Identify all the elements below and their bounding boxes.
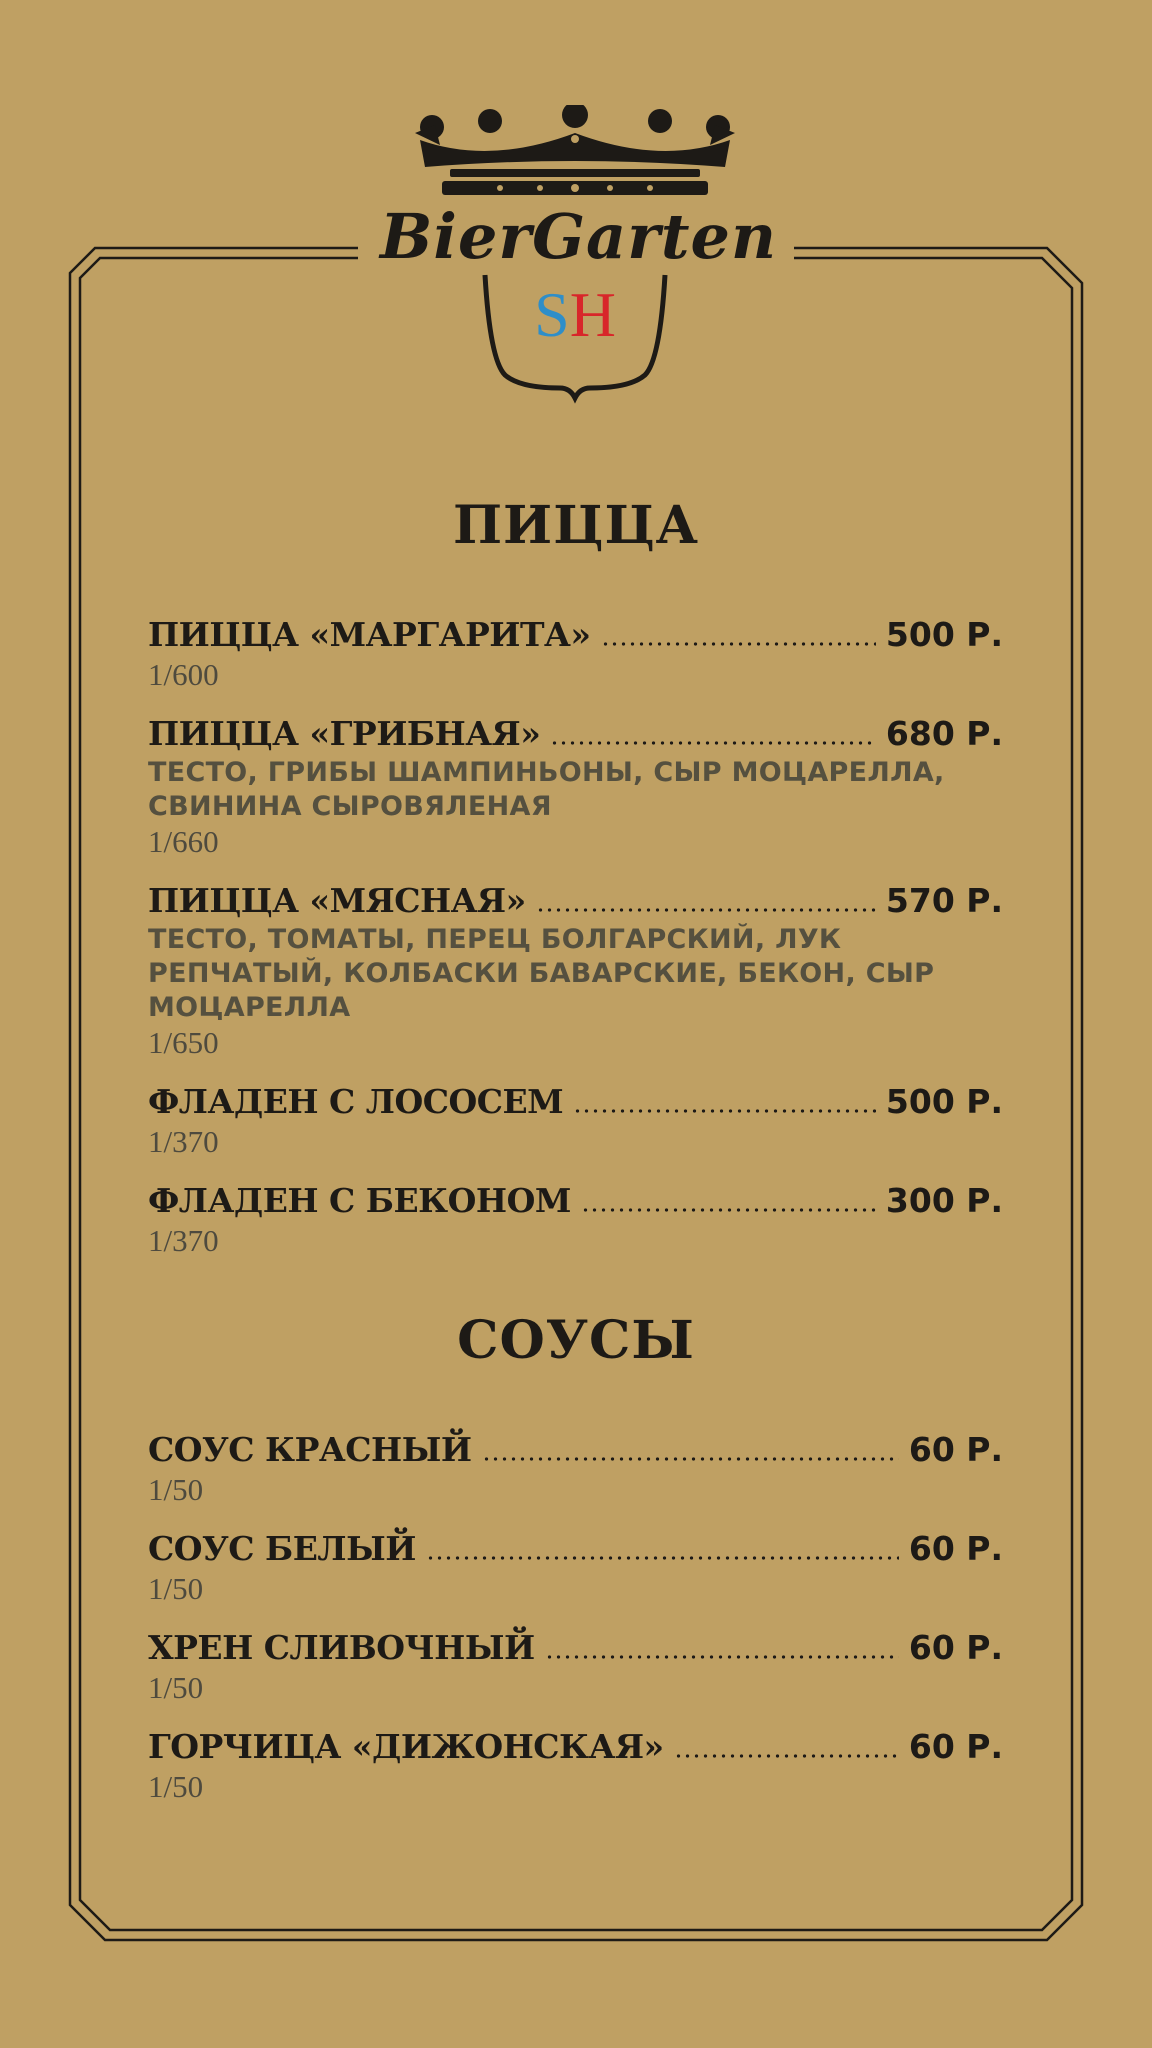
dot-leader [482,1457,899,1461]
menu-list-pizza [148,612,1003,1277]
menu-item-name: ГОРЧИЦА «ДИЖОНСКАЯ» [148,1727,664,1766]
menu-item [148,711,1003,860]
menu-item-row [148,1178,1003,1223]
menu-item-name: СОУС БЕЛЫЙ [148,1529,416,1568]
menu-item-row [148,1724,1003,1769]
menu-item-price: 500 Р. [885,615,1003,654]
dot-leader [581,1208,876,1212]
dot-leader [573,1109,876,1113]
menu-item-weight: 1/50 [148,1769,204,1804]
dot-leader [545,1655,899,1659]
menu-item-weight: 1/370 [148,1124,219,1159]
menu-item-name: ПИЦЦА «МАРГАРИТА» [148,615,591,654]
menu-item-description: ТЕСТО, ТОМАТЫ, ПЕРЕЦ БОЛГАРСКИЙ, ЛУК РЕПЧАТЫЙ, КОЛБАСКИ БАВАРСКИЕ, БЕКОН, СЫР МОЦАРЕЛЛА [148,924,935,1023]
menu-item-weight: 1/600 [148,657,219,692]
menu-item [148,878,1003,1061]
menu-item-row [148,612,1003,657]
menu-item-weight: 1/650 [148,1025,219,1060]
menu-item-name: ХРЕН СЛИВОЧНЫЙ [148,1628,535,1667]
dot-leader [536,908,876,912]
menu-item [148,1079,1003,1160]
dot-leader [674,1754,899,1758]
menu-item-row [148,1625,1003,1670]
logo-letter-h: H [569,279,616,350]
menu-item-row [148,711,1003,756]
menu-item-price: 60 Р. [908,1529,1003,1568]
menu-item-price: 680 Р. [885,714,1003,753]
menu-item [148,1427,1003,1508]
crown-icon [380,105,770,200]
menu-item-name: ФЛАДЕН С БЕКОНОМ [148,1181,571,1220]
logo-wordmark: BierGarten [380,200,778,273]
menu-item-price: 500 Р. [885,1082,1003,1121]
menu-item-row [148,1079,1003,1124]
menu-item-row [148,1427,1003,1472]
menu-item-name: ПИЦЦА «МЯСНАЯ» [148,881,526,920]
menu-item-price: 300 Р. [885,1181,1003,1220]
menu-item [148,1625,1003,1706]
menu-item-name: ФЛАДЕН С ЛОСОСЕМ [148,1082,564,1121]
menu-item-price: 60 Р. [908,1727,1003,1766]
menu-item-name: СОУС КРАСНЫЙ [148,1430,472,1469]
menu-item-description: ТЕСТО, ГРИБЫ ШАМПИНЬОНЫ, СЫР МОЦАРЕЛЛА, СВИНИНА СЫРОВЯЛЕНАЯ [148,757,945,822]
menu-item-name: ПИЦЦА «ГРИБНАЯ» [148,714,541,753]
menu-item [148,1724,1003,1805]
dot-leader [426,1556,899,1560]
menu-item [148,1526,1003,1607]
menu-item-row [148,1526,1003,1571]
menu-item-price: 570 Р. [885,881,1003,920]
menu-item-row [148,878,1003,923]
dot-leader [601,642,876,646]
menu-item-price: 60 Р. [908,1628,1003,1667]
menu-item-weight: 1/660 [148,824,219,859]
menu-item [148,612,1003,693]
logo-letter-s: S [534,279,570,350]
section-title-pizza: ПИЦЦА [452,495,700,556]
menu-item [148,1178,1003,1259]
menu-list-sauces [148,1427,1003,1823]
logo [380,105,778,405]
menu-item-weight: 1/50 [148,1472,204,1507]
dot-leader [550,741,876,745]
menu-item-weight: 1/50 [148,1670,204,1705]
menu-item-weight: 1/50 [148,1571,204,1606]
logo-monogram [380,279,770,350]
menu-item-price: 60 Р. [908,1430,1003,1469]
menu-item-weight: 1/370 [148,1223,219,1258]
section-title-sauces: СОУСЫ [457,1310,695,1371]
